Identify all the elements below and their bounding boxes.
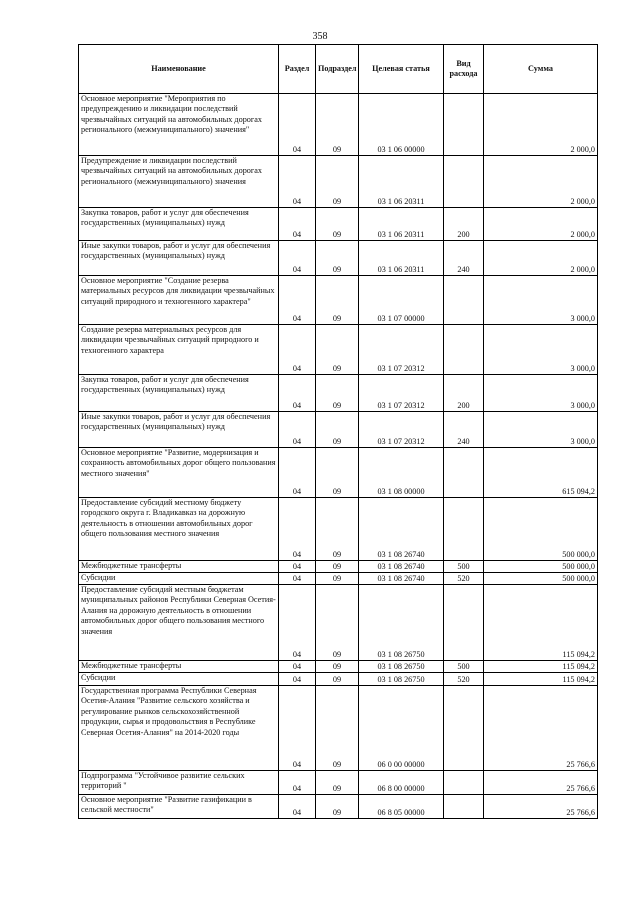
row-target: 03 1 06 00000 <box>359 94 444 156</box>
row-subsection: 09 <box>316 412 359 448</box>
row-type: 240 <box>444 412 484 448</box>
row-type <box>444 325 484 375</box>
row-section: 04 <box>279 661 316 673</box>
row-type <box>444 448 484 498</box>
row-sum: 3 000,0 <box>484 276 598 325</box>
row-name: Иные закупки товаров, работ и услуг для обеспечения государственных (муниципальных) нужд <box>79 412 279 448</box>
row-name: Предоставление субсидий местному бюджету городского округа г. Владикавказ на дорожную деятельность в отношении автомобильных дорог общего пользования местного значения <box>79 498 279 561</box>
table-row <box>79 208 598 241</box>
row-name: Межбюджетные трансферты <box>79 661 279 673</box>
row-target: 03 1 08 00000 <box>359 448 444 498</box>
row-subsection: 09 <box>316 585 359 661</box>
header-name: Наименование <box>79 45 279 94</box>
header-type: Вид расхода <box>444 45 484 94</box>
row-type <box>444 795 484 819</box>
row-name: Подпрограмма "Устойчивое развитие сельских территорий " <box>79 771 279 795</box>
row-section: 04 <box>279 276 316 325</box>
row-sum: 3 000,0 <box>484 325 598 375</box>
row-name: Субсидии <box>79 673 279 686</box>
row-name: Основное мероприятие "Развитие, модернизация и сохранность автомобильных дорог общего пользования местного значения" <box>79 448 279 498</box>
row-type: 200 <box>444 208 484 241</box>
row-sum: 500 000,0 <box>484 573 598 585</box>
row-type <box>444 771 484 795</box>
row-section: 04 <box>279 585 316 661</box>
table-row <box>79 498 598 561</box>
table-row <box>79 686 598 771</box>
row-type <box>444 498 484 561</box>
row-type: 500 <box>444 561 484 573</box>
row-subsection: 09 <box>316 686 359 771</box>
row-subsection: 09 <box>316 325 359 375</box>
table-row <box>79 276 598 325</box>
row-type: 240 <box>444 241 484 276</box>
row-section: 04 <box>279 795 316 819</box>
header-sum: Сумма <box>484 45 598 94</box>
table-row <box>79 661 598 673</box>
table-row <box>79 448 598 498</box>
row-target: 03 1 08 26740 <box>359 573 444 585</box>
row-subsection: 09 <box>316 661 359 673</box>
table-row <box>79 795 598 819</box>
row-type: 200 <box>444 375 484 412</box>
row-section: 04 <box>279 673 316 686</box>
row-sum: 25 766,6 <box>484 795 598 819</box>
row-type: 520 <box>444 673 484 686</box>
row-section: 04 <box>279 498 316 561</box>
row-subsection: 09 <box>316 673 359 686</box>
header-target: Целевая статья <box>359 45 444 94</box>
row-subsection: 09 <box>316 498 359 561</box>
row-target: 03 1 06 20311 <box>359 241 444 276</box>
table-row <box>79 94 598 156</box>
row-sum: 25 766,6 <box>484 686 598 771</box>
table-header-row <box>79 45 598 94</box>
row-sum: 115 094,2 <box>484 661 598 673</box>
row-name: Основное мероприятие "Развитие газификации в сельской местности" <box>79 795 279 819</box>
header-section: Раздел <box>279 45 316 94</box>
row-target: 03 1 07 00000 <box>359 276 444 325</box>
table-row <box>79 412 598 448</box>
row-section: 04 <box>279 241 316 276</box>
row-sum: 115 094,2 <box>484 585 598 661</box>
row-type <box>444 156 484 208</box>
row-section: 04 <box>279 156 316 208</box>
row-target: 03 1 08 26750 <box>359 661 444 673</box>
row-name: Основное мероприятие "Мероприятия по предупреждению и ликвидации последствий чрезвычайных ситуаций на автомобильных дорогах регионального (межмуниципального) значения" <box>79 94 279 156</box>
row-target: 03 1 08 26750 <box>359 673 444 686</box>
table-row <box>79 325 598 375</box>
row-type <box>444 686 484 771</box>
row-name: Предоставление субсидий местным бюджетам муниципальных районов Республики Северная Осетия-Алания на дорожную деятельность в отношении автомобильных дорог общего пользования местного значения <box>79 585 279 661</box>
table-row <box>79 585 598 661</box>
table-row <box>79 156 598 208</box>
row-subsection: 09 <box>316 795 359 819</box>
table-row <box>79 673 598 686</box>
row-sum: 2 000,0 <box>484 94 598 156</box>
row-target: 03 1 08 26740 <box>359 498 444 561</box>
row-subsection: 09 <box>316 448 359 498</box>
table-row <box>79 573 598 585</box>
row-section: 04 <box>279 325 316 375</box>
row-subsection: 09 <box>316 771 359 795</box>
row-sum: 115 094,2 <box>484 673 598 686</box>
table-row <box>79 241 598 276</box>
row-sum: 25 766,6 <box>484 771 598 795</box>
row-section: 04 <box>279 94 316 156</box>
row-name: Государственная программа Республики Северная Осетия-Алания "Развитие сельского хозяйства и регулирование рынков сельскохозяйственной продукции, сырья и продовольствия в Республике Северная Осетия-Алания" на 2014-2020 годы <box>79 686 279 771</box>
row-name: Закупка товаров, работ и услуг для обеспечения государственных (муниципальных) нужд <box>79 375 279 412</box>
row-section: 04 <box>279 771 316 795</box>
row-target: 03 1 07 20312 <box>359 325 444 375</box>
row-name: Межбюджетные трансферты <box>79 561 279 573</box>
row-sum: 3 000,0 <box>484 375 598 412</box>
row-subsection: 09 <box>316 276 359 325</box>
row-target: 03 1 08 26740 <box>359 561 444 573</box>
row-sum: 2 000,0 <box>484 156 598 208</box>
row-subsection: 09 <box>316 241 359 276</box>
table-row <box>79 561 598 573</box>
row-subsection: 09 <box>316 375 359 412</box>
row-section: 04 <box>279 448 316 498</box>
row-type: 500 <box>444 661 484 673</box>
row-target: 06 8 05 00000 <box>359 795 444 819</box>
row-sum: 2 000,0 <box>484 208 598 241</box>
row-subsection: 09 <box>316 208 359 241</box>
row-name: Субсидии <box>79 573 279 585</box>
row-target: 06 8 00 00000 <box>359 771 444 795</box>
row-section: 04 <box>279 412 316 448</box>
row-sum: 500 000,0 <box>484 498 598 561</box>
row-section: 04 <box>279 573 316 585</box>
row-subsection: 09 <box>316 573 359 585</box>
row-sum: 3 000,0 <box>484 412 598 448</box>
row-target: 03 1 06 20311 <box>359 156 444 208</box>
row-target: 03 1 08 26750 <box>359 585 444 661</box>
row-subsection: 09 <box>316 94 359 156</box>
row-sum: 2 000,0 <box>484 241 598 276</box>
row-name: Закупка товаров, работ и услуг для обеспечения государственных (муниципальных) нужд <box>79 208 279 241</box>
row-name: Создание резерва материальных ресурсов для ликвидации чрезвычайных ситуаций природного и техногенного характера <box>79 325 279 375</box>
row-section: 04 <box>279 686 316 771</box>
page-number: 358 <box>312 31 328 42</box>
row-subsection: 09 <box>316 561 359 573</box>
row-type <box>444 585 484 661</box>
header-subsection: Подраздел <box>316 45 359 94</box>
row-target: 06 0 00 00000 <box>359 686 444 771</box>
table-row <box>79 771 598 795</box>
row-section: 04 <box>279 208 316 241</box>
row-sum: 615 094,2 <box>484 448 598 498</box>
row-type <box>444 276 484 325</box>
row-section: 04 <box>279 561 316 573</box>
row-type <box>444 94 484 156</box>
row-target: 03 1 06 20311 <box>359 208 444 241</box>
budget-table <box>78 44 598 819</box>
row-name: Иные закупки товаров, работ и услуг для обеспечения государственных (муниципальных) нужд <box>79 241 279 276</box>
row-type: 520 <box>444 573 484 585</box>
row-sum: 500 000,0 <box>484 561 598 573</box>
row-target: 03 1 07 20312 <box>359 412 444 448</box>
table-row <box>79 375 598 412</box>
row-section: 04 <box>279 375 316 412</box>
row-target: 03 1 07 20312 <box>359 375 444 412</box>
row-name: Предупреждение и ликвидации последствий чрезвычайных ситуаций на автомобильных дорогах регионального (межмуниципального) значения <box>79 156 279 208</box>
row-subsection: 09 <box>316 156 359 208</box>
row-name: Основное мероприятие "Создание резерва материальных ресурсов для ликвидации чрезвычайных ситуаций природного и техногенного характера" <box>79 276 279 325</box>
